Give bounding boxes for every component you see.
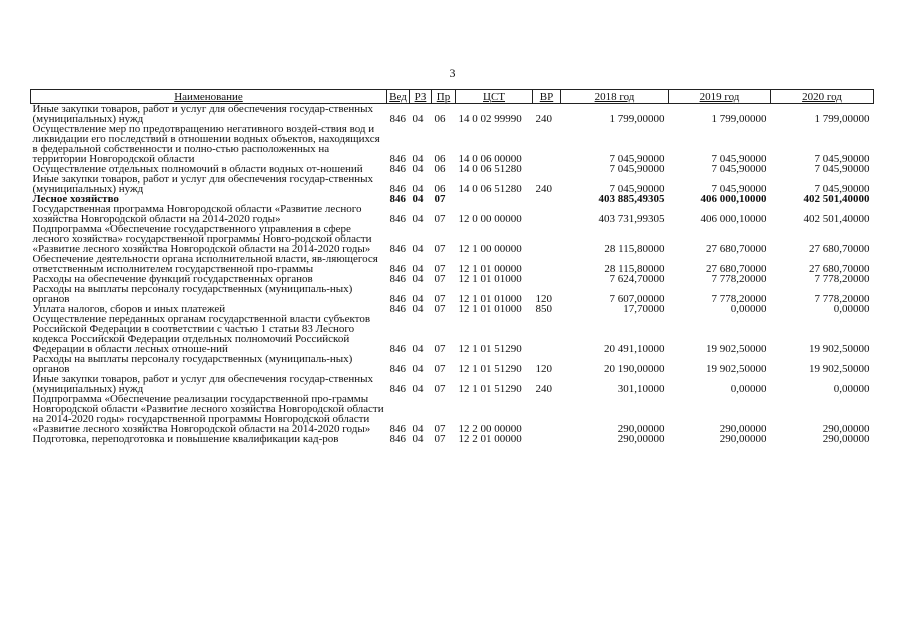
row-ved: 846 [389,263,406,275]
table-row [31,434,874,444]
row-pr: 06 [434,153,446,165]
row-2019: 0,00000 [730,383,767,395]
row-2019: 7 778,20000 [711,273,767,285]
row-rz: 04 [412,273,424,285]
row-2018: 7 045,90000 [609,163,665,175]
row-rz: 04 [412,263,424,275]
row-2020: 1 799,00000 [814,113,870,125]
row-vr: 120 [535,293,552,305]
page-number: 3 [449,66,456,80]
row-cst: 12 1 01 51290 [458,343,522,355]
row-2020: 27 680,70000 [809,263,870,275]
row-name: Осуществление мер по предотвращению негативного воздей-ствия вод и ликвидации его последствий в отношении водных объектов, находящихся в федеральной собственности и полно-стью расположенных на территории Новгородской области [32,123,380,165]
row-2018: 1 799,00000 [609,113,665,125]
row-2020: 0,00000 [833,383,870,395]
row-2020: 0,00000 [833,303,870,315]
header-name: Наименование [31,90,387,104]
row-cst: 12 1 01 51290 [458,383,522,395]
header-2020: 2020 год [771,90,874,104]
row-pr: 07 [434,423,446,435]
row-vr [533,434,561,444]
row-ved: 846 [389,273,406,285]
row-pr: 07 [434,433,446,445]
row-vr: 240 [535,183,552,195]
row-ved: 846 [389,363,406,375]
row-pr: 06 [434,183,446,195]
row-name: Лесное хозяйство [32,193,119,205]
row-2019: 1 799,00000 [711,113,767,125]
row-2020: 7 045,90000 [814,153,870,165]
table-row [31,284,874,304]
row-cst: 14 0 02 99990 [458,113,522,125]
row-name: Расходы на выплаты персоналу государственных (муниципаль-ных) органов [32,353,353,375]
row-2020: 27 680,70000 [809,243,870,255]
row-pr: 06 [434,163,446,175]
row-pr: 07 [434,263,446,275]
row-2020: 19 902,50000 [809,343,870,355]
row-pr: 06 [434,113,446,125]
row-cst: 12 1 01 01000 [458,273,522,285]
row-2019: 19 902,50000 [706,363,767,375]
row-vr [533,224,561,254]
row-rz: 04 [412,183,424,195]
header-cst: ЦСТ [456,90,533,104]
row-2018: 7 624,70000 [609,273,665,285]
row-vr [533,124,561,164]
row-vr [533,254,561,274]
row-ved: 846 [389,383,406,395]
row-2018: 290,00000 [617,423,665,435]
row-vr [533,204,561,224]
row-vr: 850 [535,303,552,315]
row-2018: 17,70000 [623,303,665,315]
row-rz: 04 [412,303,424,315]
row-cst: 14 0 06 51280 [458,183,522,195]
row-name: Расходы на обеспечение функций государственных органов [32,273,313,285]
row-pr: 07 [434,383,446,395]
row-rz: 04 [412,343,424,355]
row-rz: 04 [412,153,424,165]
row-cst: 12 0 00 00000 [458,213,522,225]
row-2019: 27 680,70000 [706,263,767,275]
row-pr: 07 [434,273,446,285]
row-pr: 07 [434,343,446,355]
row-2018: 20 491,10000 [604,343,665,355]
row-cst: 12 1 01 01000 [458,303,522,315]
row-2018: 301,10000 [617,383,665,395]
row-2019: 19 902,50000 [706,343,767,355]
row-name: Обеспечение деятельности органа исполнительной власти, яв-ляющегося ответственным исполнителем государственной про-граммы [32,253,378,275]
row-pr: 07 [434,363,446,375]
row-2020: 7 045,90000 [814,163,870,175]
table-row [31,124,874,164]
row-vr [533,274,561,284]
row-ved: 846 [389,163,406,175]
row-rz: 04 [412,293,424,305]
row-2019: 27 680,70000 [706,243,767,255]
row-rz: 04 [412,423,424,435]
row-2020: 290,00000 [822,433,870,445]
row-name: Расходы на выплаты персоналу государственных (муниципаль-ных) органов [32,283,353,305]
row-2019: 406 000,10000 [700,213,767,225]
row-name: Уплата налогов, сборов и иных платежей [32,303,226,315]
row-cst: 12 1 01 51290 [458,363,522,375]
row-pr: 07 [434,293,446,305]
row-ved: 846 [389,303,406,315]
row-2020: 7 778,20000 [814,293,870,305]
row-rz: 04 [412,433,424,445]
row-2018: 290,00000 [617,433,665,445]
row-cst [456,194,533,204]
row-rz: 04 [412,113,424,125]
table-row [31,104,874,125]
row-2019: 7 045,90000 [711,183,767,195]
row-vr: 120 [535,363,552,375]
row-vr [533,194,561,204]
row-2019: 406 000,10000 [700,193,767,205]
table-row [31,254,874,274]
row-vr: 240 [535,383,552,395]
row-name: Осуществление отдельных полномочий в области водных от-ношений [32,163,363,175]
row-2019: 290,00000 [719,423,767,435]
row-ved: 846 [389,113,406,125]
table-row [31,354,874,374]
row-2020: 19 902,50000 [809,363,870,375]
row-name: Государственная программа Новгородской области «Развитие лесного хозяйства Новгородской области на 2014-2020 годы» [32,203,362,225]
row-ved: 846 [389,153,406,165]
row-2018: 28 115,80000 [604,243,665,255]
row-2020: 7 045,90000 [814,183,870,195]
row-rz: 04 [412,193,424,205]
table-row [31,224,874,254]
row-2018: 20 190,00000 [604,363,665,375]
row-pr: 07 [434,243,446,255]
row-2019: 0,00000 [730,303,767,315]
row-vr [533,314,561,354]
row-ved: 846 [389,343,406,355]
row-vr: 240 [535,113,552,125]
row-name: Подготовка, переподготовка и повышение квалификации кад-ров [32,433,339,445]
row-name: Иные закупки товаров, работ и услуг для обеспечения государ-ственных (муниципальных) нужд [32,373,374,395]
row-rz: 04 [412,243,424,255]
row-ved: 846 [389,243,406,255]
row-2018: 7 045,90000 [609,153,665,165]
row-pr: 07 [434,193,446,205]
row-ved: 846 [389,433,406,445]
row-ved: 846 [389,293,406,305]
row-2020: 290,00000 [822,423,870,435]
table-row [31,174,874,194]
row-pr: 07 [434,303,446,315]
row-name: Иные закупки товаров, работ и услуг для обеспечения государ-ственных (муниципальных) нужд [32,103,374,125]
row-2019: 7 045,90000 [711,153,767,165]
row-ved: 846 [389,183,406,195]
row-rz: 04 [412,213,424,225]
header-2019: 2019 год [669,90,771,104]
row-ved: 846 [389,213,406,225]
row-name: Иные закупки товаров, работ и услуг для обеспечения государ-ственных (муниципальных) нужд [32,173,374,195]
budget-table [30,89,874,444]
row-cst: 12 1 00 00000 [458,243,522,255]
table-row [31,374,874,394]
row-2019: 7 045,90000 [711,163,767,175]
table-row [31,204,874,224]
header-ved: Вед [387,90,410,104]
row-2020: 7 778,20000 [814,273,870,285]
header-rz: РЗ [410,90,432,104]
row-rz: 04 [412,163,424,175]
header-vr: ВР [533,90,561,104]
row-name: Подпрограмма «Обеспечение государственного управления в сфере лесного хозяйства» государственной программы Новго-родской области «Развитие лесного хозяйства Новгородской области на 2014-2020 годы» [32,223,372,255]
row-name: Осуществление переданных органам государственной власти субъектов Российской Федерации в соответствии с частью 1 статьи 83 Лесного кодекса Российской Федерации отдельных полномочий Российской Федерации в области лесных отноше-ний [32,313,371,355]
table-row [31,314,874,354]
row-cst: 12 2 01 00000 [458,433,522,445]
table-header-row [31,90,874,104]
row-vr [533,394,561,434]
header-2018: 2018 год [561,90,669,104]
row-2018: 403 731,99305 [598,213,665,225]
row-2020: 402 501,40000 [803,193,870,205]
row-name: Подпрограмма «Обеспечение реализации государственной про-граммы Новгородской области «Развитие лесного хозяйства Новгородской области на 2014-2020 годы» государственной программы Новгородской области «Развитие лесного хозяйства Новгородской области на 2014-2020 годы» [32,393,384,435]
row-2018: 7 607,00000 [609,293,665,305]
row-2019: 290,00000 [719,433,767,445]
row-cst: 14 0 06 00000 [458,153,522,165]
row-ved: 846 [389,193,406,205]
row-vr [533,164,561,174]
row-ved: 846 [389,423,406,435]
row-pr: 07 [434,213,446,225]
row-2018: 403 885,49305 [598,193,665,205]
row-2019: 7 778,20000 [711,293,767,305]
row-cst: 14 0 06 51280 [458,163,522,175]
table-row [31,394,874,434]
row-cst: 12 2 00 00000 [458,423,522,435]
row-2020: 402 501,40000 [803,213,870,225]
row-2018: 7 045,90000 [609,183,665,195]
row-cst: 12 1 01 00000 [458,263,522,275]
header-pr: Пр [432,90,456,104]
row-2018: 28 115,80000 [604,263,665,275]
row-rz: 04 [412,363,424,375]
row-rz: 04 [412,383,424,395]
row-cst: 12 1 01 01000 [458,293,522,305]
